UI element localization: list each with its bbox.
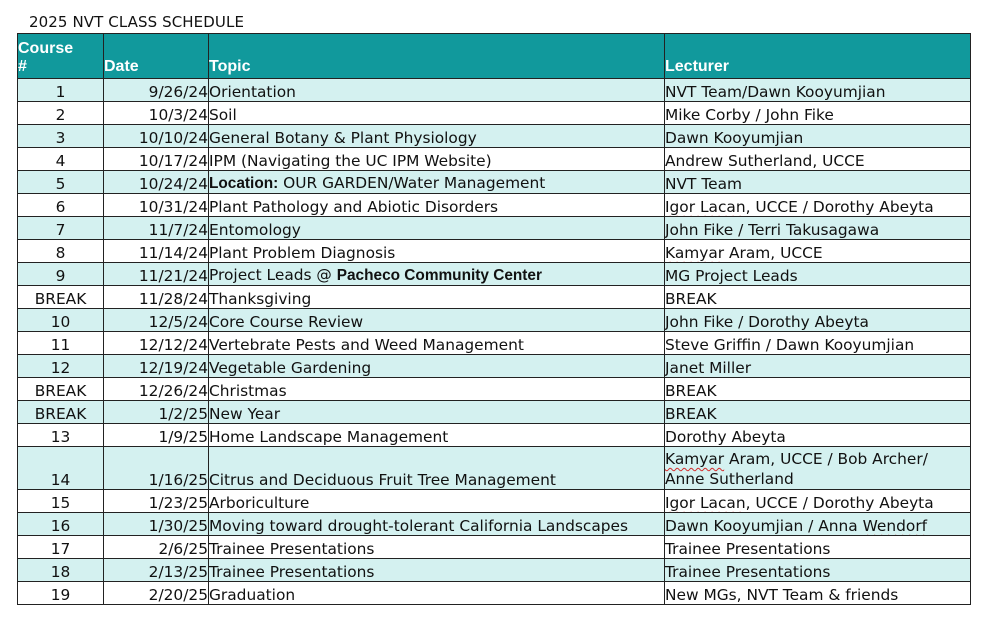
course-number-cell: 1: [18, 79, 104, 102]
topic-cell: [209, 240, 665, 263]
topic-cell: [209, 309, 665, 332]
schedule-table: [17, 33, 971, 605]
schedule-row: [18, 424, 971, 447]
topic-text: Moving toward drought-tolerant California Landscapes: [209, 517, 629, 535]
lecturer-name-flagged: Igor Lacan: [665, 494, 746, 512]
lecturer-name-flagged: Kamyar: [665, 450, 725, 468]
course-number-cell: BREAK: [18, 286, 104, 309]
schedule-row: [18, 513, 971, 536]
lecturer-text: MG Project Leads: [665, 267, 798, 285]
header-row: [18, 34, 971, 79]
schedule-row: [18, 240, 971, 263]
course-number-cell: 10: [18, 309, 104, 332]
lecturer-text: , UCCE / Dorothy Abeyta: [745, 494, 934, 512]
schedule-row: [18, 447, 971, 490]
topic-cell: [209, 125, 665, 148]
date-cell: 12/12/24: [104, 332, 209, 355]
lecturer-cell: [665, 171, 971, 194]
topic-text: Graduation: [209, 586, 296, 604]
topic-bold-label: Location:: [209, 175, 279, 192]
course-number-cell: 6: [18, 194, 104, 217]
date-cell: 12/5/24: [104, 309, 209, 332]
topic-cell: [209, 401, 665, 424]
lecturer-cell: [665, 355, 971, 378]
lecturer-text: , UCCE / Dorothy Abeyta: [745, 198, 934, 216]
lecturer-cell: [665, 536, 971, 559]
schedule-row: [18, 148, 971, 171]
course-number-cell: 3: [18, 125, 104, 148]
topic-text: General Botany & Plant Physiology: [209, 129, 477, 147]
topic-cell: [209, 194, 665, 217]
lecturer-text: NVT Team/Dawn Kooyumjian: [665, 83, 886, 101]
topic-cell: [209, 513, 665, 536]
topic-text: IPM (Navigating the UC IPM Website): [209, 152, 492, 170]
header-date: Date: [104, 34, 209, 79]
topic-cell: [209, 490, 665, 513]
date-cell: 2/13/25: [104, 559, 209, 582]
topic-text: Project Leads @: [209, 266, 337, 284]
lecturer-text: Trainee Presentations: [665, 563, 831, 581]
date-cell: 11/14/24: [104, 240, 209, 263]
topic-text: Trainee Presentations: [209, 540, 375, 558]
lecturer-cell: [665, 490, 971, 513]
lecturer-name-flagged: Wendorf: [862, 517, 928, 535]
lecturer-text: Aram, UCCE / Bob Archer/: [724, 450, 928, 468]
topic-text: Plant Problem Diagnosis: [209, 244, 396, 262]
course-number-cell: 11: [18, 332, 104, 355]
topic-cell: [209, 148, 665, 171]
lecturer-text: John Fike / Terri Takusagawa: [665, 221, 880, 239]
date-cell: 10/10/24: [104, 125, 209, 148]
header-course-line1: Course: [18, 40, 74, 57]
topic-cell: [209, 286, 665, 309]
lecturer-cell: [665, 240, 971, 263]
lecturer-text: NVT Team: [665, 175, 743, 193]
topic-text: Soil: [209, 106, 237, 124]
schedule-row: [18, 355, 971, 378]
course-number-cell: 17: [18, 536, 104, 559]
topic-text: Citrus and Deciduous Fruit Tree Management: [209, 471, 556, 489]
date-cell: 10/24/24: [104, 171, 209, 194]
schedule-body: [18, 79, 971, 605]
topic-cell: [209, 378, 665, 401]
schedule-row: [18, 125, 971, 148]
topic-cell: [209, 217, 665, 240]
schedule-row: [18, 582, 971, 605]
lecturer-cell: [665, 332, 971, 355]
course-number-cell: 4: [18, 148, 104, 171]
lecturer-text: Aram, UCCE: [724, 244, 823, 262]
topic-text: Plant Pathology and Abiotic Disorders: [209, 198, 499, 216]
date-cell: 11/7/24: [104, 217, 209, 240]
topic-text: Core Course Review: [209, 313, 364, 331]
lecturer-cell: [665, 378, 971, 401]
date-cell: 2/20/25: [104, 582, 209, 605]
schedule-row: [18, 194, 971, 217]
topic-cell: [209, 332, 665, 355]
topic-cell: [209, 79, 665, 102]
topic-cell: [209, 355, 665, 378]
schedule-row: [18, 171, 971, 194]
date-cell: 1/2/25: [104, 401, 209, 424]
header-course-line2: #: [18, 58, 27, 75]
date-cell: 10/17/24: [104, 148, 209, 171]
lecturer-cell: [665, 217, 971, 240]
date-cell: 11/21/24: [104, 263, 209, 286]
topic-cell: [209, 263, 665, 286]
lecturer-cell: [665, 102, 971, 125]
schedule-title: 2025 NVT CLASS SCHEDULE: [29, 13, 245, 31]
course-number-cell: 19: [18, 582, 104, 605]
header-course: [18, 34, 104, 79]
date-cell: 10/31/24: [104, 194, 209, 217]
lecturer-cell: [665, 263, 971, 286]
lecturer-text: John Fike / Dorothy Abeyta: [665, 313, 869, 331]
lecturer-cell: [665, 582, 971, 605]
topic-text: Thanksgiving: [209, 290, 312, 308]
lecturer-text: BREAK: [665, 290, 717, 308]
course-number-cell: 9: [18, 263, 104, 286]
topic-cell: [209, 582, 665, 605]
course-number-cell: 14: [18, 447, 104, 490]
lecturer-cell: [665, 148, 971, 171]
lecturer-cell: [665, 424, 971, 447]
schedule-row: [18, 217, 971, 240]
lecturer-name-flagged: Igor Lacan: [665, 198, 746, 216]
topic-text: Vegetable Gardening: [209, 359, 372, 377]
course-number-cell: 15: [18, 490, 104, 513]
schedule-row: [18, 401, 971, 424]
lecturer-name-flagged: Kamyar: [665, 244, 725, 262]
lecturer-cell: [665, 559, 971, 582]
date-cell: 2/6/25: [104, 536, 209, 559]
course-number-cell: BREAK: [18, 401, 104, 424]
lecturer-text: BREAK: [665, 382, 717, 400]
lecturer-text: New MGs, NVT Team & friends: [665, 586, 899, 604]
course-number-cell: 2: [18, 102, 104, 125]
topic-bold-location: Pacheco Community Center: [336, 267, 542, 284]
lecturer-text: Dawn Kooyumjian / Anna: [665, 517, 863, 535]
schedule-row: [18, 559, 971, 582]
lecturer-cell: [665, 447, 971, 490]
course-number-cell: BREAK: [18, 378, 104, 401]
course-number-cell: 7: [18, 217, 104, 240]
course-number-cell: 5: [18, 171, 104, 194]
topic-text: Christmas: [209, 382, 287, 400]
topic-cell: [209, 447, 665, 490]
topic-text: Arboriculture: [209, 494, 310, 512]
course-number-cell: 8: [18, 240, 104, 263]
lecturer-text: Andrew Sutherland, UCCE: [665, 152, 865, 170]
header-topic: Topic: [209, 34, 665, 79]
course-number-cell: 13: [18, 424, 104, 447]
course-number-cell: 16: [18, 513, 104, 536]
lecturer-text: Dawn Kooyumjian: [665, 129, 804, 147]
lecturer-text: Steve Griffin / Dawn Kooyumjian: [665, 336, 915, 354]
date-cell: 12/19/24: [104, 355, 209, 378]
topic-text: Trainee Presentations: [209, 563, 375, 581]
topic-cell: [209, 171, 665, 194]
date-cell: 1/16/25: [104, 447, 209, 490]
lecturer-text: Mike Corby / John Fike: [665, 106, 834, 124]
lecturer-cell: [665, 309, 971, 332]
lecturer-text: Janet Miller: [665, 359, 752, 377]
date-cell: 12/26/24: [104, 378, 209, 401]
topic-cell: [209, 559, 665, 582]
lecturer-cell: [665, 125, 971, 148]
topic-text: OUR GARDEN/Water Management: [278, 174, 546, 192]
schedule-row: [18, 102, 971, 125]
date-cell: 10/3/24: [104, 102, 209, 125]
lecturer-cell: [665, 79, 971, 102]
topic-text: Vertebrate Pests and Weed Management: [209, 336, 524, 354]
header-lecturer: Lecturer: [665, 34, 971, 79]
schedule-row: [18, 263, 971, 286]
lecturer-text: BREAK: [665, 405, 717, 423]
topic-text: Orientation: [209, 83, 296, 101]
schedule-row: [18, 309, 971, 332]
schedule-row: [18, 490, 971, 513]
schedule-row: [18, 286, 971, 309]
topic-cell: [209, 424, 665, 447]
lecturer-cell: [665, 286, 971, 309]
date-cell: 11/28/24: [104, 286, 209, 309]
course-number-cell: 18: [18, 559, 104, 582]
date-cell: 9/26/24: [104, 79, 209, 102]
topic-text: Entomology: [209, 221, 301, 239]
lecturer-cell: [665, 513, 971, 536]
date-cell: 1/9/25: [104, 424, 209, 447]
schedule-row: [18, 79, 971, 102]
schedule-row: [18, 378, 971, 401]
lecturer-text-line2: Anne Sutherland: [665, 470, 794, 488]
course-number-cell: 12: [18, 355, 104, 378]
topic-text: Home Landscape Management: [209, 428, 449, 446]
date-cell: 1/23/25: [104, 490, 209, 513]
lecturer-text: Trainee Presentations: [665, 540, 831, 558]
topic-cell: [209, 536, 665, 559]
lecturer-text: Dorothy Abeyta: [665, 428, 786, 446]
lecturer-cell: [665, 401, 971, 424]
topic-text: New Year: [209, 405, 281, 423]
topic-cell: [209, 102, 665, 125]
schedule-row: [18, 536, 971, 559]
schedule-row: [18, 332, 971, 355]
lecturer-cell: [665, 194, 971, 217]
date-cell: 1/30/25: [104, 513, 209, 536]
